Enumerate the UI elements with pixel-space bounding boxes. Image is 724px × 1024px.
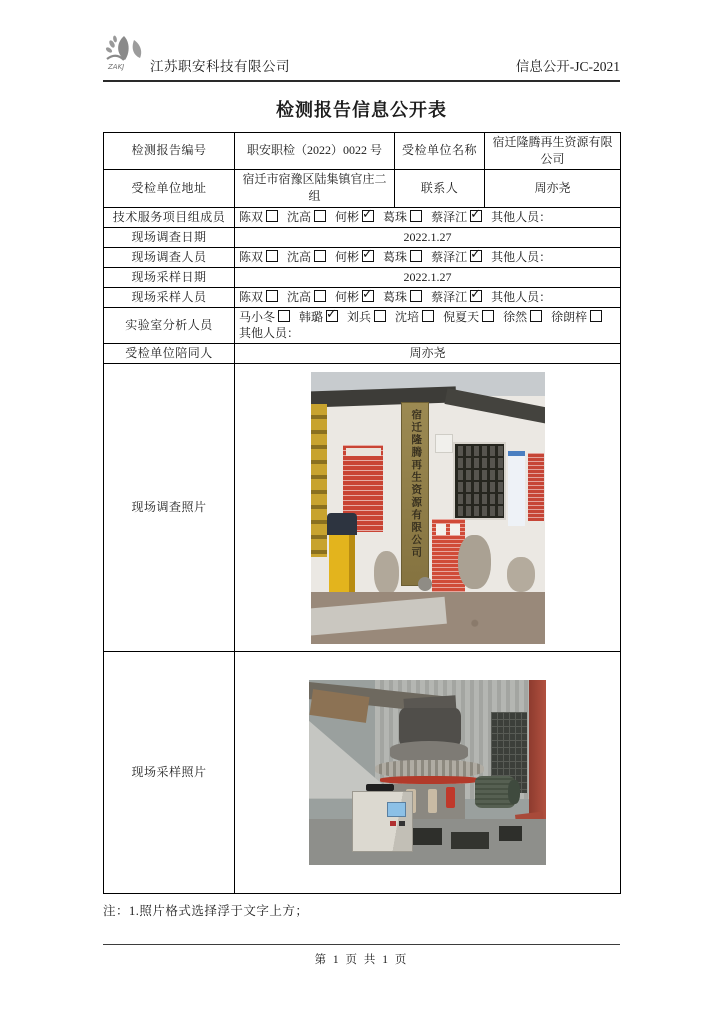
member-item — [287, 290, 326, 304]
sampling-staff-members — [235, 287, 621, 307]
table-row — [104, 207, 621, 227]
survey-date-value: 2022.1.27 — [235, 227, 621, 247]
table-row — [104, 267, 621, 287]
hydraulic-cylinder — [428, 789, 437, 813]
member-name: 葛珠 — [383, 289, 408, 304]
checkbox-checked-icon — [362, 290, 374, 302]
member-name: 何彬 — [335, 209, 360, 224]
checkbox-unchecked-icon — [590, 310, 602, 322]
member-item — [395, 310, 434, 324]
table-row — [104, 247, 621, 267]
member-item — [287, 210, 326, 224]
lab-staff-members — [235, 307, 621, 344]
table-row — [104, 652, 621, 894]
member-item — [287, 250, 326, 264]
member-item — [239, 210, 278, 224]
member-item — [431, 210, 482, 224]
member-item — [335, 290, 374, 304]
member-item — [239, 310, 290, 324]
others-label: 其他人员： — [239, 326, 300, 341]
blue-poster — [508, 451, 524, 527]
checkbox-checked-icon — [362, 250, 374, 262]
member-name: 沈高 — [287, 249, 312, 264]
member-item — [431, 250, 482, 264]
wall-stain — [458, 535, 491, 589]
instrument-button — [399, 821, 405, 827]
contact-label: 联系人 — [395, 169, 485, 207]
checkbox-unchecked-icon — [314, 290, 326, 302]
others-label: 其他人员： — [491, 209, 552, 224]
checkbox-unchecked-icon — [266, 250, 278, 262]
sampling-photo — [309, 680, 546, 865]
page-footer — [103, 944, 620, 967]
member-item — [239, 290, 278, 304]
survey-photo — [311, 372, 545, 644]
member-name: 倪夏天 — [443, 309, 480, 324]
others-label: 其他人员： — [491, 289, 552, 304]
contact-value: 周亦尧 — [485, 169, 621, 207]
table-row — [104, 227, 621, 247]
crusher-red-band — [380, 776, 480, 783]
platform-opening — [499, 826, 523, 841]
qr-code — [436, 524, 447, 535]
member-item — [383, 290, 422, 304]
disclosure-table — [103, 132, 621, 894]
member-name: 徐朗梓 — [551, 309, 588, 324]
company-logo-icon — [103, 33, 147, 75]
member-item — [335, 210, 374, 224]
page-number: 第 1 页 共 1 页 — [314, 954, 409, 966]
member-name: 葛珠 — [383, 249, 408, 264]
member-name: 陈双 — [239, 289, 264, 304]
table-row — [104, 133, 621, 170]
sampling-date-label: 现场采样日期 — [104, 267, 235, 287]
escort-label: 受检单位陪同人 — [104, 344, 235, 364]
member-name: 徐然 — [503, 309, 528, 324]
member-name: 蔡泽江 — [431, 289, 468, 304]
unit-name-label: 受检单位名称 — [395, 133, 485, 170]
member-item — [551, 310, 602, 324]
member-item — [335, 250, 374, 264]
member-name: 沈高 — [287, 209, 312, 224]
checkbox-checked-icon — [470, 210, 482, 222]
table-row — [104, 169, 621, 207]
member-item — [383, 210, 422, 224]
checkbox-unchecked-icon — [410, 210, 422, 222]
member-item — [443, 310, 494, 324]
member-name: 沈高 — [287, 289, 312, 304]
stone — [418, 577, 432, 591]
poster-header — [346, 448, 381, 456]
escort-value: 周亦尧 — [235, 344, 621, 364]
qr-code — [450, 524, 461, 535]
survey-photo-cell — [235, 364, 621, 652]
member-item — [503, 310, 542, 324]
checkbox-checked-icon — [470, 290, 482, 302]
page-title: 检测报告信息公开表 — [276, 100, 447, 120]
company-name: 江苏职安科技有限公司 — [150, 59, 290, 74]
checkbox-unchecked-icon — [374, 310, 386, 322]
survey-photo-label: 现场调查照片 — [104, 364, 235, 652]
sampling-date-value: 2022.1.27 — [235, 267, 621, 287]
checkbox-checked-icon — [470, 250, 482, 262]
sampling-photo-cell — [235, 652, 621, 894]
checkbox-unchecked-icon — [314, 250, 326, 262]
member-item — [347, 310, 386, 324]
report-no-label: 检测报告编号 — [104, 133, 235, 170]
tech-team-members — [235, 207, 621, 227]
unit-address-value: 宿迁市宿豫区陆集镇官庄二组 — [235, 169, 395, 207]
table-row — [104, 344, 621, 364]
note-text: 注：1.照片格式选择浮于文字上方； — [103, 904, 309, 919]
document-code: 信息公开-JC-2021 — [515, 59, 620, 74]
table-row — [104, 307, 621, 344]
checkbox-unchecked-icon — [314, 210, 326, 222]
wall-stain — [374, 551, 400, 595]
yellow-gate — [311, 404, 327, 556]
page-header — [103, 33, 620, 82]
member-name: 何彬 — [335, 249, 360, 264]
member-name: 马小冬 — [239, 309, 276, 324]
checkbox-checked-icon — [362, 210, 374, 222]
checkbox-unchecked-icon — [530, 310, 542, 322]
member-name: 陈双 — [239, 249, 264, 264]
survey-staff-members — [235, 247, 621, 267]
others-label: 其他人员： — [491, 249, 552, 264]
member-name: 陈双 — [239, 209, 264, 224]
member-item — [299, 310, 338, 324]
member-name: 蔡泽江 — [431, 249, 468, 264]
platform-opening — [451, 832, 489, 849]
tech-team-label: 技术服务项目组成员 — [104, 207, 235, 227]
checkbox-unchecked-icon — [482, 310, 494, 322]
red-bottle — [446, 787, 454, 807]
barred-window — [453, 442, 506, 519]
logo-text: ZAKJ — [108, 63, 125, 71]
company-sign — [401, 402, 430, 586]
lab-staff-label: 实验室分析人员 — [104, 307, 235, 344]
member-name: 蔡泽江 — [431, 209, 468, 224]
report-no-value: 职安职检（2022）0022 号 — [235, 133, 395, 170]
unit-name-value: 宿迁隆腾再生资源有限公司 — [485, 133, 621, 170]
unit-address-label: 受检单位地址 — [104, 169, 235, 207]
wall-stain — [507, 557, 535, 592]
member-name: 葛珠 — [383, 209, 408, 224]
member-name: 刘兵 — [347, 309, 372, 324]
survey-staff-label: 现场调查人员 — [104, 247, 235, 267]
checkbox-checked-icon — [326, 310, 338, 322]
member-item — [239, 250, 278, 264]
member-name: 韩璐 — [299, 309, 324, 324]
sampling-photo-label: 现场采样照片 — [104, 652, 235, 894]
instrument-handle — [366, 784, 394, 791]
motor-end-cap — [508, 780, 520, 804]
red-poster-right — [528, 453, 544, 521]
checkbox-unchecked-icon — [422, 310, 434, 322]
company-sign-text: 宿迁隆腾再生资源有限公司 — [410, 408, 422, 559]
barrier-machine-head — [327, 513, 357, 535]
checkbox-unchecked-icon — [410, 290, 422, 302]
member-name: 沈培 — [395, 309, 420, 324]
instrument-screen — [387, 802, 406, 817]
member-item — [383, 250, 422, 264]
sampling-staff-label: 现场采样人员 — [104, 287, 235, 307]
survey-date-label: 现场调查日期 — [104, 227, 235, 247]
checkbox-unchecked-icon — [410, 250, 422, 262]
table-row — [104, 287, 621, 307]
checkbox-unchecked-icon — [266, 210, 278, 222]
table-row — [104, 364, 621, 652]
instrument-button — [390, 821, 396, 827]
wall-box — [435, 434, 453, 452]
checkbox-unchecked-icon — [278, 310, 290, 322]
checkbox-unchecked-icon — [266, 290, 278, 302]
member-item — [431, 290, 482, 304]
member-name: 何彬 — [335, 289, 360, 304]
platform-opening — [409, 828, 442, 845]
